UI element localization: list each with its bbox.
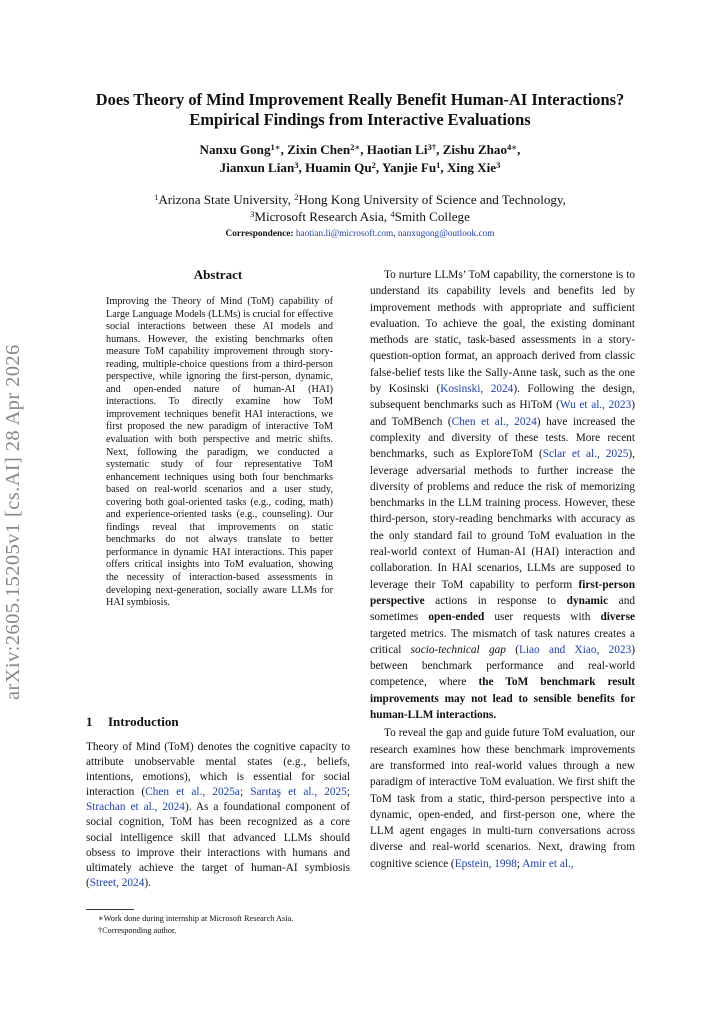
section-number: 1 <box>86 714 93 729</box>
email-link[interactable]: nanxugong@outlook.com <box>397 229 495 239</box>
author-name: Zishu Zhao <box>442 142 508 157</box>
citation-link[interactable]: Liao and Xiao, 2023 <box>518 643 632 656</box>
separator: , <box>393 229 398 239</box>
text: and sometimes <box>370 594 635 624</box>
bold-text: first-person perspective <box>370 578 635 607</box>
citation-link[interactable]: Sclar et al., 2025 <box>542 448 629 461</box>
citation-link[interactable]: Chen et al., 2024 <box>451 415 537 428</box>
citation-link[interactable]: Chen et al., 2025a <box>145 786 240 799</box>
text: ). As a foundational component of social cognition, ToM has been recognized as a core social intelligence skill that advanced LLMs should obsess to improve their interactions with humans and ultimately achieve the target of human-AI symbiosis ( <box>86 801 350 889</box>
citation-link[interactable]: Kosinski, 2024 <box>440 383 514 396</box>
title-line-2: Empirical Findings from Interactive Evaluations <box>189 110 531 129</box>
email-link[interactable]: haotian.li@microsoft.com <box>295 229 394 239</box>
abstract-heading: Abstract <box>193 267 243 282</box>
text: ) and ToMBench ( <box>370 399 635 428</box>
author-affil-mark: 3 <box>294 159 299 170</box>
text: Theory of Mind (ToM) denotes the cognitive capacity to attribute unobservable mental states (e.g., beliefs, intentions, emotions), which is essential for social interaction ( <box>86 741 350 799</box>
affiliation: Arizona State University, <box>158 192 295 207</box>
author-name: Jianxun Lian <box>219 159 295 175</box>
text: actions in response to <box>424 594 567 607</box>
citation-link[interactable]: Wu et al., 2023 <box>559 399 632 412</box>
correspondence-label: Correspondence: <box>225 229 294 239</box>
text: ) between benchmark performance and real-world competence, where <box>370 643 635 689</box>
text: ; <box>346 786 350 799</box>
text: ), leverage adversarial methods to further increase the diversity of problems and reduce the risk of memorizing benchmarks in the LLM training process. However, these third-person, story-reading benchmarks with accuracy as the only standard fail to ground ToM evaluation in the real-world context of Human-AI (HAI) interaction and collaboration. In HAI scenarios, LLMs are supposed to leverage their ToM capability to perform <box>370 448 635 591</box>
intro-paragraph <box>86 740 350 891</box>
italic-text: socio-technical gap <box>410 643 506 656</box>
author-list: Nanxu Gong$^{1∗}$, Zixin Chen$^{2∗}$, Haotian $Li^{3\dagger}$, Zishu Zhao$^{4∗}$, Jianxun Lian$^3$, Huamin Qu$^2$, Yanjie Fu$^1$, Xing Xie$^3$ <box>199 142 521 175</box>
author-affil-mark: 2∗ <box>350 142 361 152</box>
body-paragraph <box>370 725 635 872</box>
text: user requests with <box>484 611 601 624</box>
paper-title <box>70 90 650 130</box>
author-affil-mark: 4∗ <box>507 142 518 152</box>
citation-link[interactable]: Amir et al., <box>522 857 574 870</box>
text: ) have increased the complexity and diversity of these tests. More recent benchmarks, such as ExploreToM ( <box>370 415 635 461</box>
author-name: Nanxu Gong <box>199 142 271 157</box>
author-name: Huamin Qu <box>305 159 372 175</box>
citation-link[interactable]: Strachan et al., 2024 <box>86 801 185 814</box>
affiliations <box>70 191 650 225</box>
arxiv-identifier: arXiv:2605.15205v1 [cs.AI] 28 Apr 2026 <box>2 344 24 700</box>
abstract-text: Improving the Theory of Mind (ToM) capability of Large Language Models (LLMs) is crucial for effective social interactions between these AI models and humans. However, the existing benchmarks often measure ToM capability improvement through story-reading, multiple-choice questions from a third-person perspective, while ignoring the first-person, dynamic, and open-ended nature of human-AI (HAI) interactions. To directly examine how ToM improvement techniques benefit HAI interactions, we first proposed the new paradigm of interactive ToM evaluation with both perspective and metric shifts. Next, following the paradigm, we conducted a systematic study of four representative ToM enhancement techniques using both four benchmarks based on real-world scenarios and a user study, covering both goal-oriented tasks (e.g., coding, math) and experience-oriented tasks (e.g., counseling). Our findings reveal that improvements on static benchmarks do not always translate to better performance in dynamic HAI interactions. This paper offers critical insights into ToM evaluation, showing the necessity of interaction-based assessments in developing next-generation, socially aware LLMs for HAI symbiosis. <box>106 296 333 609</box>
author-name: Yanjie Fu <box>381 159 437 175</box>
text: ( <box>505 643 519 656</box>
title-line-1: Does Theory of Mind Improvement Really Benefit Human-AI Interactions? <box>95 90 625 109</box>
bold-text: the ToM benchmark result improvements may not lead to sensible benefits for human-LLM interactions. <box>370 676 635 722</box>
author-affil-mark: 1∗ <box>270 142 281 152</box>
citation-link[interactable]: Sarıtaş et al., 2025 <box>250 786 347 799</box>
affil-mark: 3 <box>250 209 255 219</box>
citation-link[interactable]: Epstein, 1998 <box>454 857 517 870</box>
body-paragraph <box>370 267 635 723</box>
footnote: ∗Work done during internship at Microsoft Research Asia. <box>98 914 294 923</box>
author-name: Haotian Li <box>366 142 428 157</box>
affil-mark: 4 <box>390 209 395 219</box>
footnote-rule <box>86 909 134 910</box>
affiliation: Smith College <box>394 209 470 224</box>
author-affil-mark: 3† <box>427 142 437 152</box>
author-affil-mark: 1 <box>436 159 441 170</box>
author-affil-mark: 2 <box>371 159 376 170</box>
affiliation: Microsoft Research Asia, <box>254 209 391 224</box>
bold-text: open-ended <box>428 611 485 624</box>
text: ; <box>516 857 523 870</box>
right-column <box>370 267 635 872</box>
text: ). Following the design, subsequent benchmarks such as HiToM ( <box>370 383 635 412</box>
author-affil-mark: 3 <box>496 159 501 170</box>
section-title: Introduction <box>108 714 179 729</box>
author-name: Zixin Chen <box>287 142 351 157</box>
footnote: †Corresponding author. <box>98 925 177 935</box>
citation-link[interactable]: Street, 2024 <box>89 876 145 889</box>
affil-mark: 1 <box>154 192 159 202</box>
affiliation: Hong Kong University of Science and Technology, <box>298 192 566 207</box>
affil-mark: 2 <box>294 192 299 202</box>
text: ). <box>144 876 151 889</box>
text: ; <box>239 786 251 799</box>
text: To nurture LLMs’ ToM capability, the cornerstone is to understand its capability levels and benefits led by improvement methods with appropriate and sufficient evaluation. To achieve the goal, the existing dominant methods are static, task-based assessments in a story-question-option format, an approach derived from classic false-belief tests like the Sally-Anne task, such as the one by Kosinski ( <box>370 269 635 396</box>
section-heading <box>86 714 179 730</box>
author-name: Xing Xie <box>446 159 497 175</box>
correspondence <box>70 229 650 239</box>
bold-text: dynamic <box>566 594 609 607</box>
text: targeted metrics. The mismatch of task natures creates a critical <box>370 627 635 656</box>
bold-text: diverse <box>600 611 635 624</box>
text: To reveal the gap and guide future ToM evaluation, our research examines how these benchmark improvements are transformed into real-world values through a new paradigm of interactive ToM evaluation. We first shift the ToM task from a static, third-person perspective into a dynamic, open-ended, and first-person one, where the LLM agent engages in multi-turn conversations across diverse and real-world scenarios. Next, drawing from cognitive science ( <box>370 727 635 870</box>
footnotes <box>86 913 356 936</box>
